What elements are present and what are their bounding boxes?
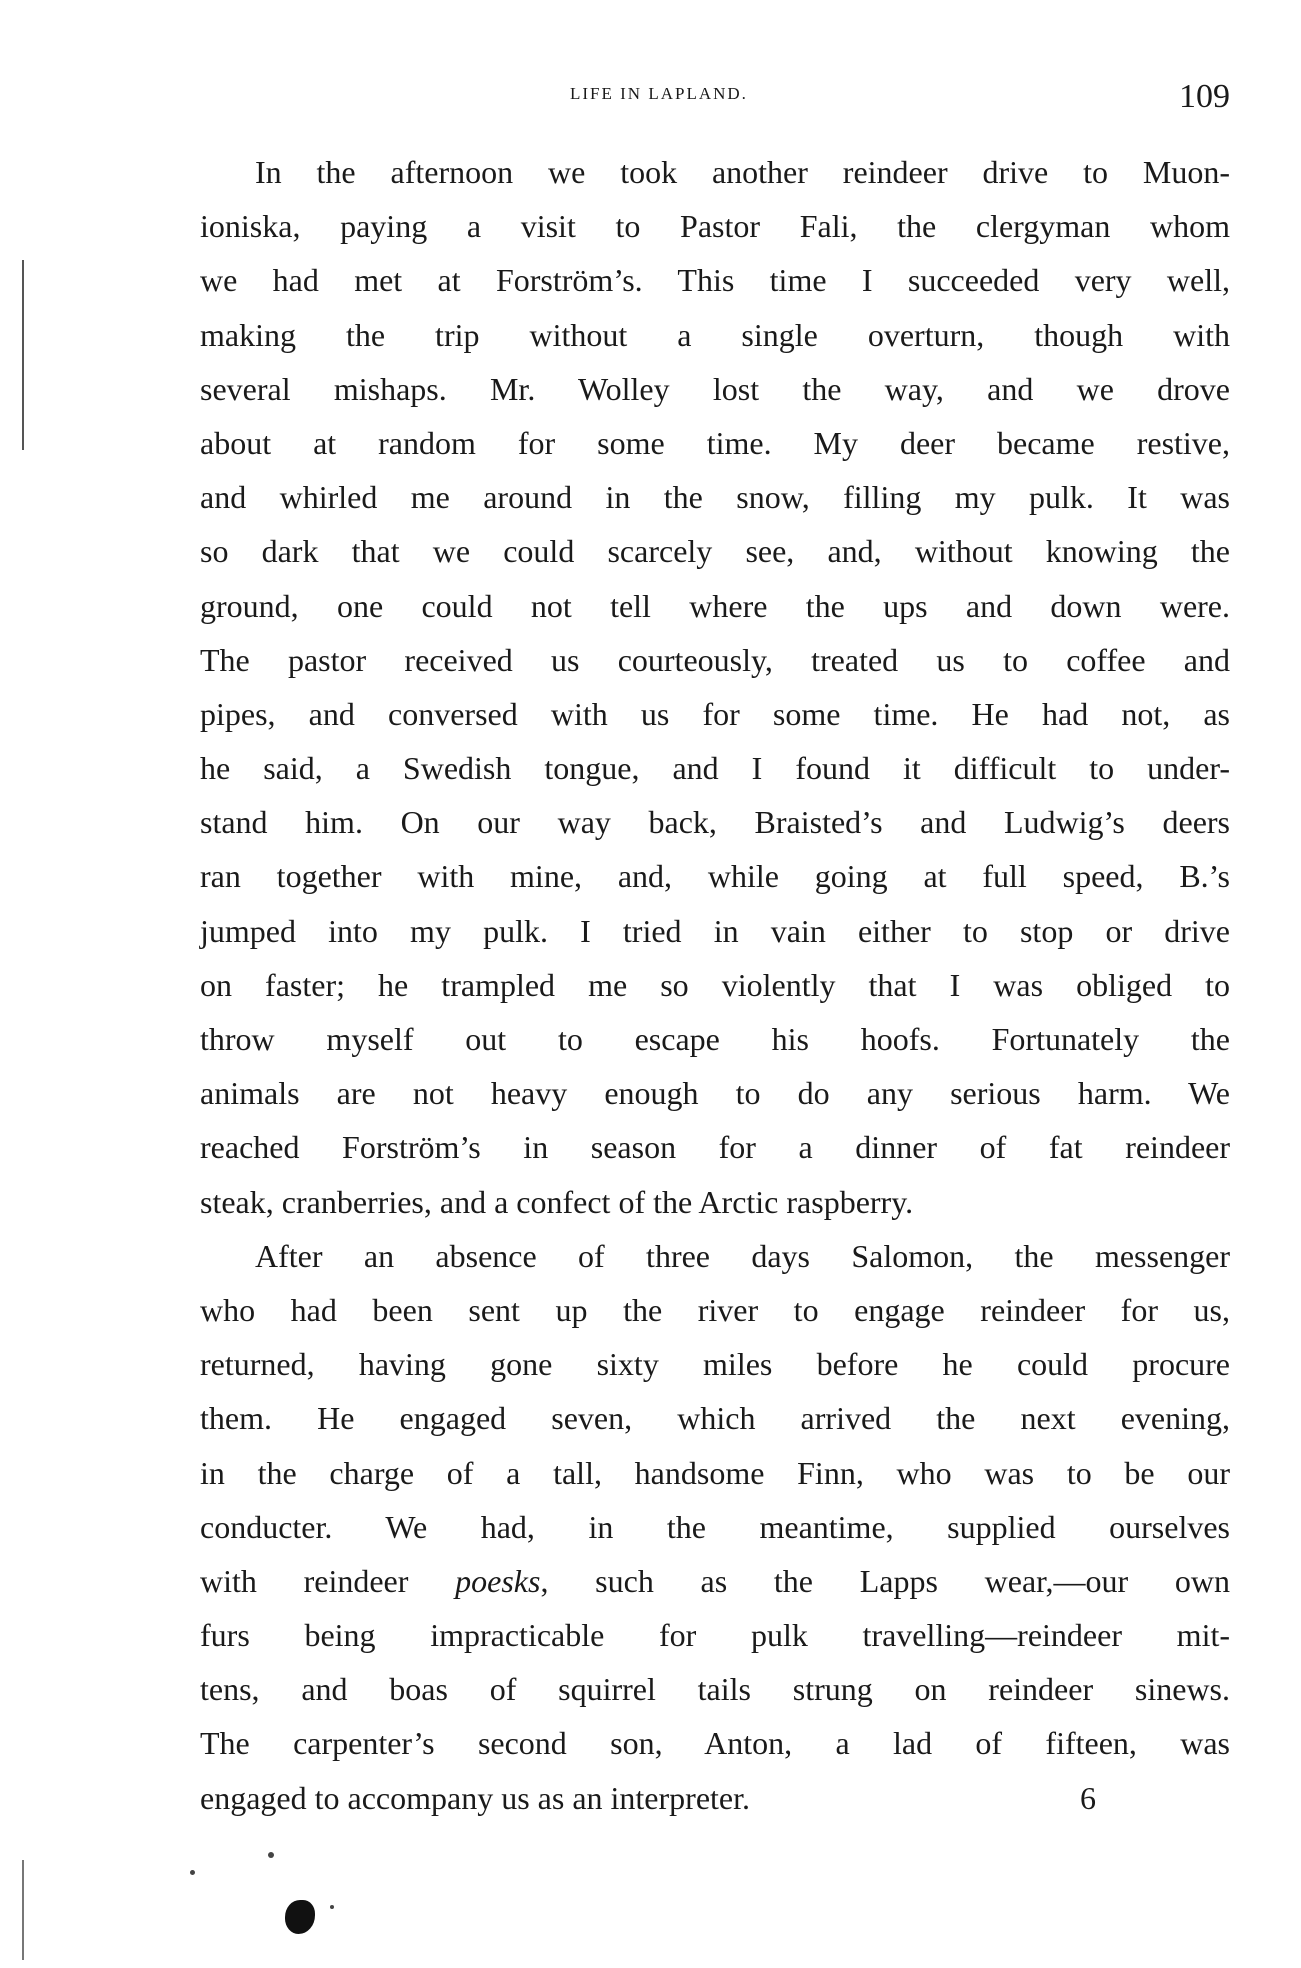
text-line: throw myself out to escape his hoofs. Fortunately the xyxy=(200,1021,1230,1057)
text-line: After an absence of three days Salomon, the messenger xyxy=(255,1237,1230,1274)
text-line: about at random for some time. My deer became restive, xyxy=(200,424,1230,461)
text-line: who had been sent up the river to engage reindeer for us, xyxy=(200,1291,1230,1328)
text-line: on faster; he trampled me so violently that I was obliged to xyxy=(200,966,1230,1003)
text-line: jumped into my pulk. I tried in vain either to stop or drive xyxy=(200,912,1230,949)
text-line: we had met at Forström’s. This time I succeeded very well, xyxy=(200,262,1230,299)
text-line: ioniska, paying a visit to Pastor Fali, the clergyman whom xyxy=(200,208,1230,245)
text-line: ran together with mine, and, while going at full speed, B.’s xyxy=(200,858,1230,895)
text-line: tens, and boas of squirrel tails strung on reindeer sinews. xyxy=(200,1671,1230,1708)
text-line: ground, one could not tell where the ups and down were. xyxy=(200,587,1230,624)
running-head: LIFE IN LAPLAND. xyxy=(570,84,748,103)
text-line: steak, cranberries, and a confect of the Arctic raspberry. xyxy=(200,1183,914,1220)
page-number: 109 xyxy=(1179,78,1230,115)
text-line: he said, a Swedish tongue, and I found it difficult to under- xyxy=(200,750,1230,787)
ink-speck xyxy=(268,1852,274,1858)
text-line: reached Forström’s in season for a dinner of fat reindeer xyxy=(200,1129,1230,1166)
text-line: conducter. We had, in the meantime, supplied ourselves xyxy=(200,1508,1230,1545)
text-line: pipes, and conversed with us for some time. He had not, as xyxy=(200,695,1230,732)
text-fragment: with reindeer xyxy=(200,1562,456,1599)
text-line: several mishaps. Mr. Wolley lost the way, and we drove xyxy=(200,370,1230,407)
text-line-poesks xyxy=(200,1554,1230,1608)
text-line: making the trip without a single overturn, though with xyxy=(200,316,1230,353)
margin-rule xyxy=(22,260,24,450)
ink-speck xyxy=(190,1870,195,1875)
ink-blot xyxy=(285,1900,315,1934)
text-line: The carpenter’s second son, Anton, a lad of fifteen, was xyxy=(200,1725,1230,1762)
text-line: so dark that we could scarcely see, and, without knowing the xyxy=(200,533,1230,570)
italic-word: poesks xyxy=(455,1562,541,1599)
last-text-line xyxy=(200,1771,1230,1825)
text-line: returned, having gone sixty miles before he could procure xyxy=(200,1346,1230,1383)
text-line: them. He engaged seven, which arrived the next evening, xyxy=(200,1400,1230,1437)
text-line: stand him. On our way back, Braisted’s and Ludwig’s deers xyxy=(200,804,1230,841)
text-line: and whirled me around in the snow, filling my pulk. It was xyxy=(200,479,1230,516)
body-text xyxy=(200,145,1230,1825)
ink-speck xyxy=(330,1905,334,1909)
text-line: animals are not heavy enough to do any serious harm. We xyxy=(200,1075,1230,1112)
text-fragment: , such as the Lapps wear,—our own xyxy=(540,1562,1231,1599)
text-fragment: engaged to accompany us as an interpreter. xyxy=(200,1779,750,1816)
signature-mark: 6 xyxy=(1080,1779,1096,1816)
text-line: in the charge of a tall, handsome Finn, who was to be our xyxy=(200,1454,1230,1491)
margin-rule xyxy=(22,1860,24,1960)
text-line: In the afternoon we took another reindeer drive to Muon- xyxy=(255,154,1230,190)
text-line: The pastor received us courteously, treated us to coffee and xyxy=(200,641,1230,678)
text-line: furs being impracticable for pulk travelling—reindeer mit- xyxy=(200,1617,1230,1654)
page-header xyxy=(200,78,1230,128)
